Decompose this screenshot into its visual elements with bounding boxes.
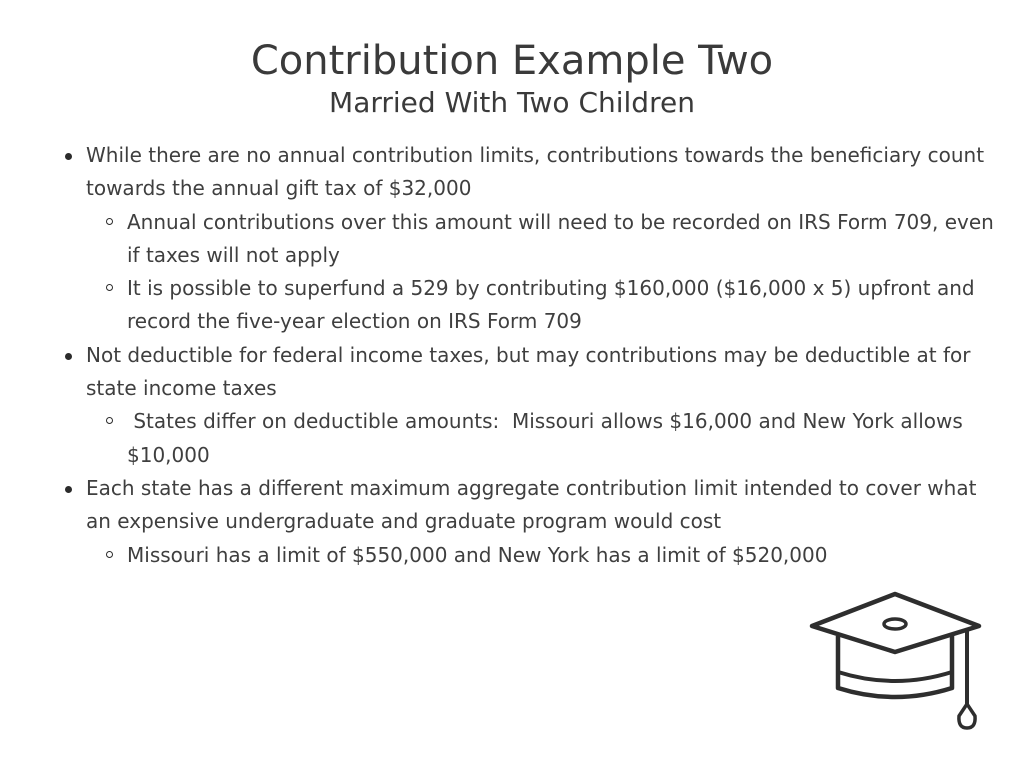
graduation-cap-icon bbox=[808, 588, 983, 730]
sub-bullet-text: It is possible to superfund a 529 by contributing $160,000 ($16,000 x 5) upfront and record the five-year election on IRS Form 709 bbox=[127, 276, 975, 334]
hollow-circle-icon bbox=[106, 218, 113, 225]
sub-bullet-item bbox=[0, 206, 1000, 273]
hollow-circle-icon bbox=[106, 284, 113, 291]
bullet-text: While there are no annual contribution limits, contributions towards the beneficiary count towards the annual gift tax of $32,000 bbox=[86, 143, 985, 201]
slide-title: Contribution Example Two bbox=[250, 38, 774, 84]
slide-subtitle: Married With Two Children bbox=[329, 86, 695, 119]
sub-bullet-item bbox=[0, 272, 1000, 339]
sub-bullet-text: Annual contributions over this amount will need to be recorded on IRS Form 709, even if taxes will not apply bbox=[127, 209, 994, 267]
bullet-list bbox=[0, 139, 1024, 572]
bullet-dot-icon bbox=[65, 486, 72, 493]
bullet-item bbox=[0, 339, 1024, 472]
sub-bullet-item bbox=[0, 405, 1000, 472]
bullet-dot-icon bbox=[65, 353, 72, 360]
sub-bullet-text: Missouri has a limit of $550,000 and New York has a limit of $520,000 bbox=[127, 542, 828, 567]
bullet-dot-icon bbox=[65, 153, 72, 160]
bullet-text: Each state has a different maximum aggregate contribution limit intended to cover what an expensive undergraduate and graduate program would cost bbox=[86, 475, 977, 534]
bullet-item bbox=[0, 472, 1024, 572]
sub-bullet-text: States differ on deductible amounts: Missouri allows $16,000 and New York allows $10,000 bbox=[127, 409, 970, 467]
hollow-circle-icon bbox=[106, 417, 113, 424]
hollow-circle-icon bbox=[106, 551, 113, 558]
sub-bullet-item bbox=[0, 539, 1000, 572]
bullet-text: Not deductible for federal income taxes, but may contributions may be deductible at for state income taxes bbox=[86, 342, 971, 401]
bullet-item bbox=[0, 139, 1024, 339]
